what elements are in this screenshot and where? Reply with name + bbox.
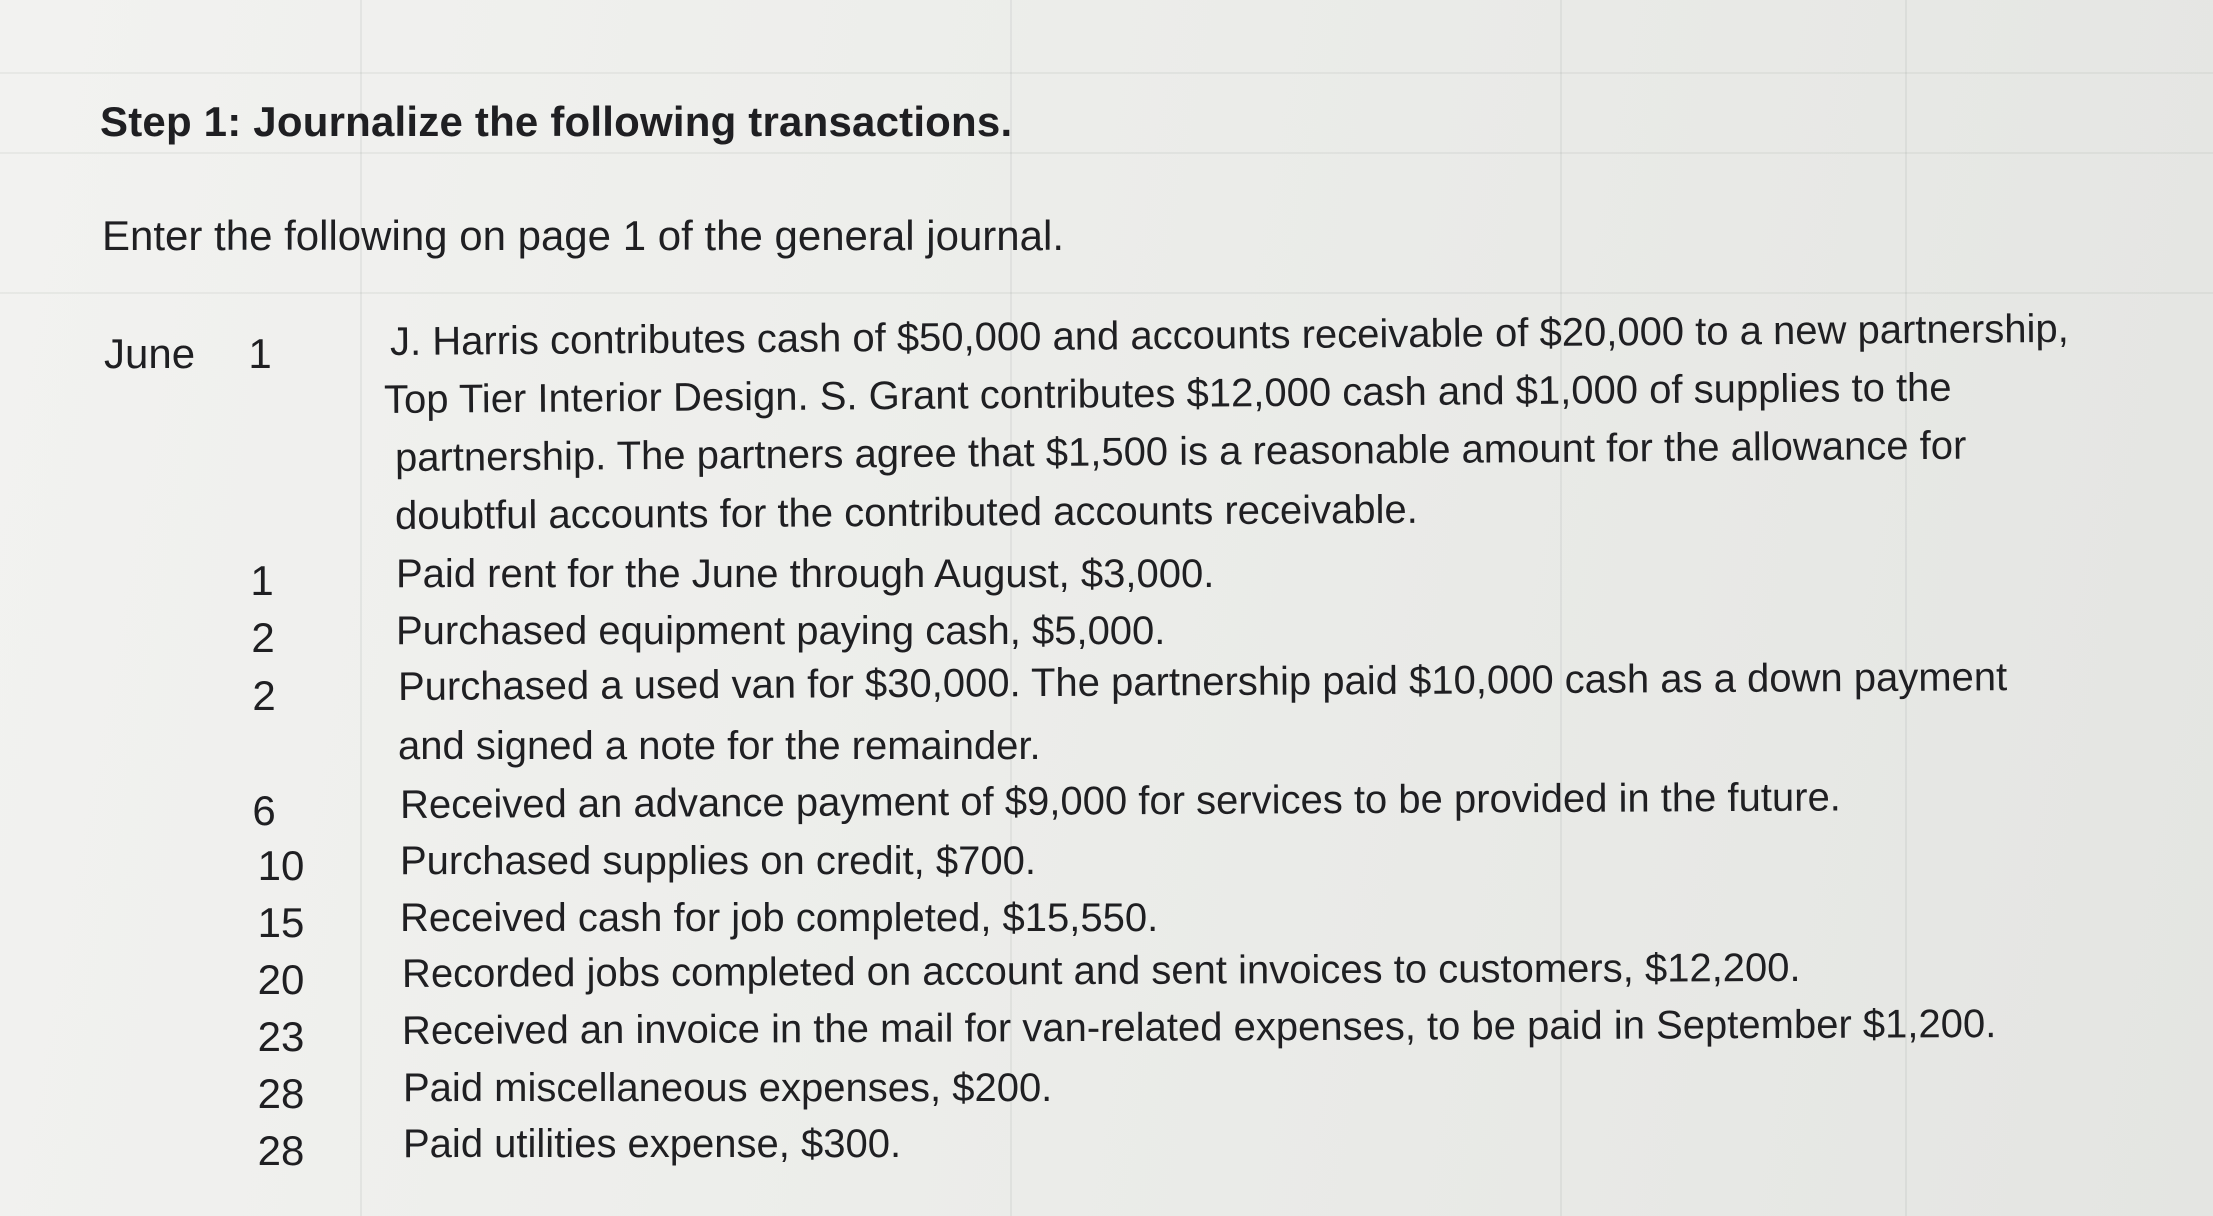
transaction-date: 2 [251,614,275,661]
transaction-description: Recorded jobs completed on account and sent invoices to customers, $12,200. [401,945,1801,996]
transaction-description: Received an invoice in the mail for van-related expenses, to be paid in September $1,200. [401,1002,1997,1053]
transaction-description: J. Harris contributes cash of $50,000 and accounts receivable of $20,000 to a new partnership, [389,306,2069,364]
bleed-through-gridline [360,0,362,1216]
transaction-date: 1 [248,330,272,377]
transaction-description: Purchased equipment paying cash, $5,000. [396,609,1166,653]
transaction-description: Paid miscellaneous expenses, $200. [403,1066,1053,1110]
transaction-date: 28 [257,1070,305,1117]
transaction-date: 15 [257,899,305,946]
transaction-description: Paid utilities expense, $300. [403,1122,902,1166]
transaction-date: 2 [252,672,276,719]
transaction-description: doubtful accounts for the contributed accounts receivable. [394,487,1418,538]
transaction-date: 28 [257,1127,305,1174]
transaction-date: 10 [257,842,305,889]
transaction-description: Purchased a used van for $30,000. The partnership paid $10,000 cash as a down payment [397,655,2008,709]
transaction-date: 20 [257,956,305,1003]
bleed-through-gridline [0,72,2213,74]
transaction-description: Top Tier Interior Design. S. Grant contributes $12,000 cash and $1,000 of supplies to the [383,365,1952,422]
transaction-date: 6 [252,787,276,834]
transaction-description: Received cash for job completed, $15,550. [400,896,1159,940]
transaction-date: 23 [257,1013,305,1060]
transaction-description: Received an advance payment of $9,000 for services to be provided in the future. [399,775,1841,827]
transaction-date: 1 [250,557,274,604]
transaction-description: and signed a note for the remainder. [398,724,1041,768]
transaction-description: partnership. The partners agree that $1,500 is a reasonable amount for the allowance for [394,423,1967,480]
bleed-through-gridline [0,152,2213,154]
instruction-text: Enter the following on page 1 of the general journal. [102,212,1065,259]
step-title: Step 1: Journalize the following transactions. [100,98,1013,145]
transaction-description: Paid rent for the June through August, $3,000. [396,552,1215,596]
bleed-through-gridline [0,292,2213,294]
month-label: June [104,330,196,377]
transaction-description: Purchased supplies on credit, $700. [400,839,1036,883]
